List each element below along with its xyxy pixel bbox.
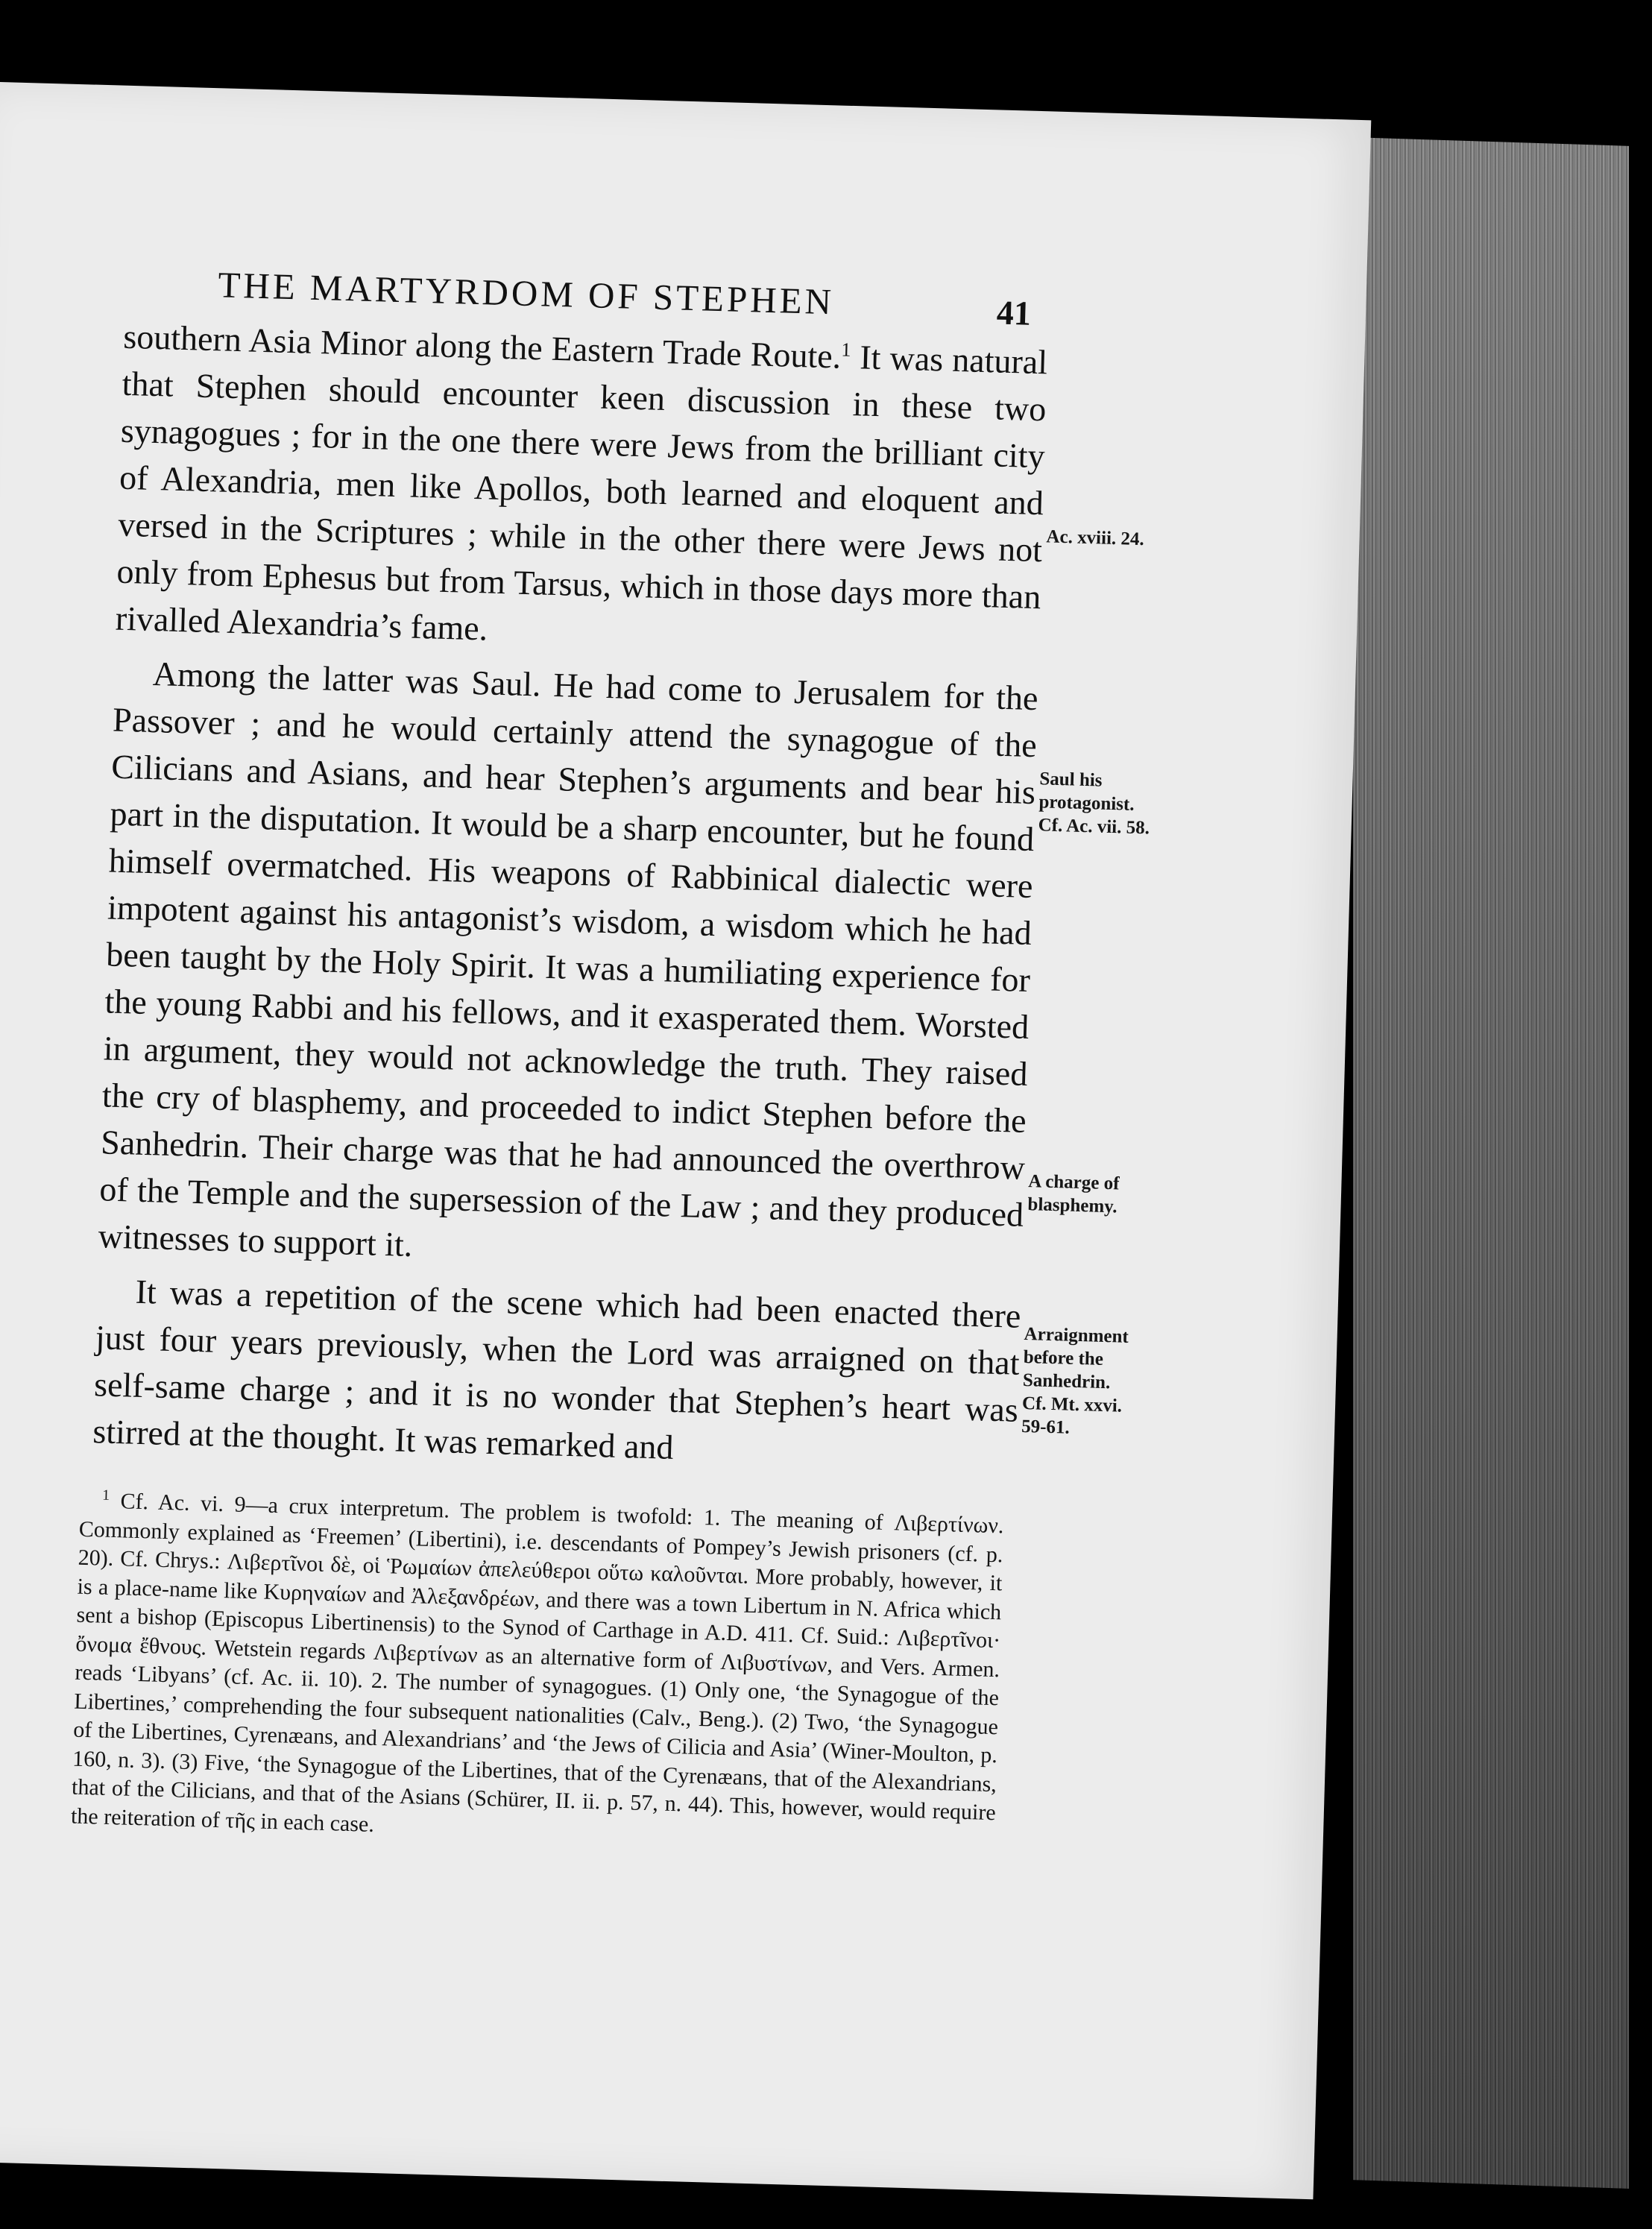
footnote-ref: 1 bbox=[841, 338, 851, 361]
paragraph-1 bbox=[115, 313, 1048, 667]
running-head: THE MARTYRDOM OF STEPHEN bbox=[217, 264, 835, 323]
marginal-note-1: Ac. xviii. 24. bbox=[1046, 526, 1145, 550]
marginal-note-2: Saul his protagonist. Cf. Ac. vii. 58. bbox=[1038, 769, 1150, 839]
footnote-text: Cf. Ac. vi. 9—a crux interpretum. The problem is twofold: 1. The meaning of Λιβερτίνων. Commonly explained as ‘Freemen’ (Libertini), i.e. descendants of Pompey’s Jewish prisoners (cf. p. 20). Cf. Chrys.: Λιβερτῖνοι δὲ, οἱ Ῥωμαίων ἀπελεύθεροι οὕτω καλοῦνται. More probably, however, it is a place-name like Κυρηναίων and Ἀλεξανδρέων, and there was a town Libertum in N. Africa which sent a bishop (Episcopus Libertinensis) to the Synod of Carthage in A.D. 411. Cf. Suid.: Λιβερτῖνοι· ὄνομα ἔθνους. Wetstein regards Λιβερτίνων as an alternative form of Λιβυστίνων, and Vers. Armen. reads ‘Libyans’ (cf. Ac. ii. 10). 2. The number of synagogues. (1) Only one, ‘the Synagogue of the Libertines,’ comprehending the four subsequent nationalities (Calv., Beng.). (2) Two, ‘the Synagogue of the Libertines, Cyrenæans, and Alexandrians’ and ‘the Jews of Cilicia and Asia’ (Winer-Moulton, p. 160, n. 3). (3) Five, ‘the Synagogue of the Libertines, that of the Cyrenæans, that of the Alexandrians, that of the Cilicians, and that of the Asians (Schürer, II. ii. p. 57, n. 44). This, however, would require the reiteration of τῆς in each case. bbox=[70, 1489, 1004, 1837]
paragraph-1-rest: It was natural that Stephen should encounter keen discussion in these two synagogues ; for in the one there were Jews from the brilliant city of Alexandria, men like Apollos, both learned and eloquent and versed in the Scriptures ; while in the other there were Jews not only from Ephesus but from Tarsus, which in those days more than rivalled Alexandria’s fame. bbox=[115, 338, 1048, 648]
page-number: 41 bbox=[996, 293, 1032, 332]
main-text bbox=[92, 313, 1048, 1488]
paragraph-3: It was a repetition of the scene which had been enacted there just four years previously, when the Lord was arraigned on that self-same charge ; and it is no wonder that Stephen’s heart was stirred at the thought. It was remarked and bbox=[92, 1272, 1022, 1466]
footnote-mark: 1 bbox=[101, 1486, 110, 1504]
footnote bbox=[71, 1486, 1004, 1856]
paragraph-2: Among the latter was Saul. He had come to Jerusalem for the Passover ; and he would certainly attend the synagogue of the Cilicians and Asians, and hear Stephen’s arguments and bear his part in the disputation. It would be a sharp encounter, but he found himself overmatched. His weapons of Rabbinical dialectic were impotent against his antagonist’s wisdom, a wisdom which he had been taught by the Holy Spirit. It was a humiliating experience for the young Rabbi and his fellows, and it exasperated them. Worsted in argument, they would not acknowledge the truth. They raised the cry of blasphemy, and proceeded to indict Stephen before the Sanhedrin. Their charge was that he had announced the overthrow of the Temple and the supersession of the Law ; and they produced witnesses to support it. bbox=[98, 655, 1039, 1264]
book-page bbox=[0, 82, 1371, 2199]
marginal-note-3: A charge of blasphemy. bbox=[1027, 1171, 1120, 1217]
footnote-body bbox=[71, 1486, 1004, 1856]
marginal-note-4: Arraignment before the Sanhedrin. Cf. Mt. xxvi. 59-61. bbox=[1021, 1324, 1129, 1438]
paragraph-1-start: southern Asia Minor along the Eastern Trade Route. bbox=[122, 317, 842, 376]
book-edge-shade bbox=[1353, 137, 1629, 2189]
